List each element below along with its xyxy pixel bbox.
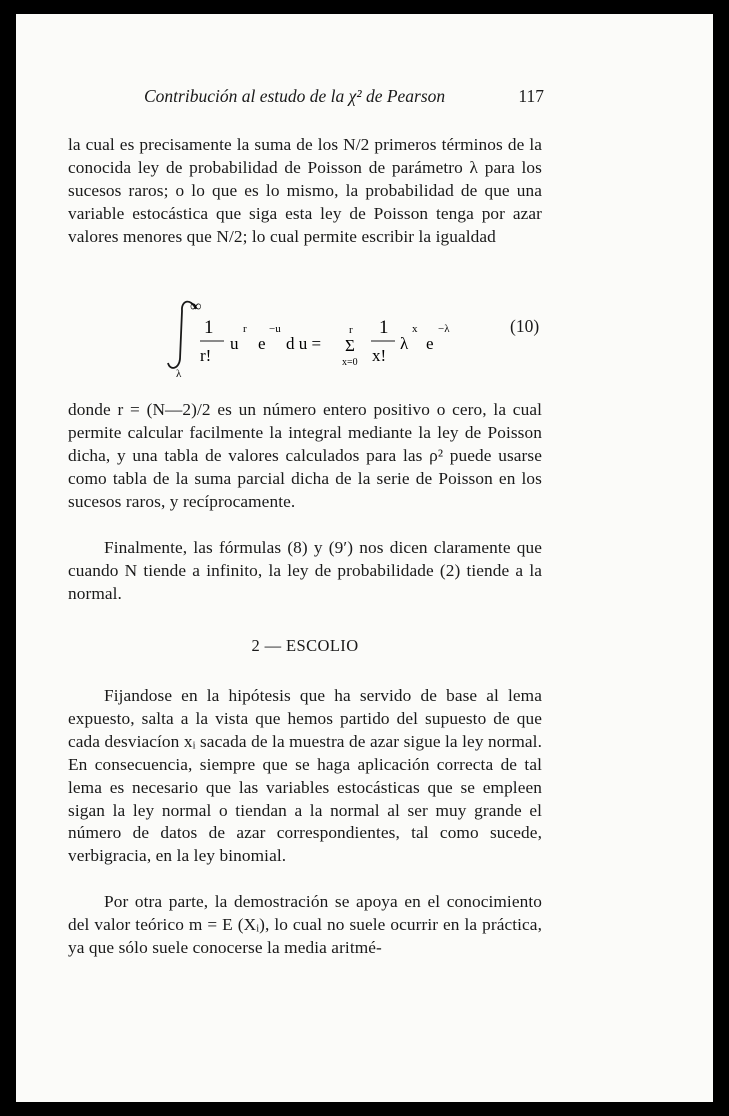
e-base-2: e	[426, 334, 434, 353]
e-base-1: e	[258, 334, 266, 353]
integral-lower-limit: λ	[176, 368, 182, 377]
section-heading: 2 — ESCOLIO	[251, 636, 359, 655]
page-number: 117	[518, 86, 544, 106]
lambda-exponent: x	[412, 323, 418, 335]
paragraph-2: donde r = (N—2)/2 es un número entero positivo o cero, la cual permite calcular facilmente la integral mediante la ley de Poisson dicha, y una tabla de valores calculados para las ρ² puede usarse como tabla de la suma parcial dicha de la serie de Poisson en los sucesos raros, y recíprocamente.	[68, 400, 542, 511]
paragraph-4: Fijandose en la hipótesis que ha servido de base al lema expuesto, salta a la vista que hemos partido del supuesto de que cada desviacíon xᵢ sacada de la muestra de azar sigue la ley normal. En consecuencia, siempre que se haga aplicación correcta de tal lema es necesario que las variables estocásticas que se empleen sigan la ley normal o tiendan a la normal al ser muy grande el número de datos de azar correspondientes, tal como sucede, verbigracia, en la ley binomial.	[68, 686, 542, 866]
sum-top-limit: r	[349, 324, 353, 336]
equation-number: (10)	[510, 316, 540, 336]
running-header	[144, 86, 544, 114]
e-exponent-2: −λ	[438, 323, 450, 335]
sum-sign: Σ	[345, 336, 355, 355]
equation-10	[166, 297, 546, 377]
sum-bottom-limit: x=0	[342, 357, 358, 368]
sum-fraction-numerator: 1	[379, 317, 389, 338]
paragraph-3: Finalmente, las fórmulas (8) y (9′) nos dicen claramente que cuando N tiende a infinito, la ley de probabilidade (2) tiende a la normal.	[68, 538, 542, 603]
u-exponent: r	[243, 323, 247, 335]
u-base: u	[230, 334, 239, 353]
running-title: Contribución al estudo de la χ² de Pearson	[144, 86, 446, 106]
paragraph-1: la cual es precisamente la suma de los N/2 primeros términos de la conocida ley de probabilidad de Poisson de parámetro λ para los sucesos raros; o lo que es lo mismo, la probabilidad de que una variable estocástica que siga esta ley de Poisson tenga por azar valores menores que N/2; lo cual permite escribir la igualdad	[68, 135, 542, 246]
book-page	[16, 14, 713, 1102]
du-equals: d u =	[286, 334, 322, 353]
integral-fraction-numerator: 1	[204, 317, 214, 338]
e-exponent-1: −u	[269, 323, 281, 335]
integral-fraction-denominator: r!	[200, 346, 212, 365]
paragraph-5: Por otra parte, la demostración se apoya en el conocimiento del valor teórico m = E (Xᵢ), lo cual no suele ocurrir en la práctica, ya que sólo suele conocerse la media aritmé-	[68, 892, 542, 957]
lambda-base: λ	[400, 334, 409, 353]
sum-fraction-denominator: x!	[372, 346, 387, 365]
integral-upper-limit: ∞	[190, 298, 202, 315]
